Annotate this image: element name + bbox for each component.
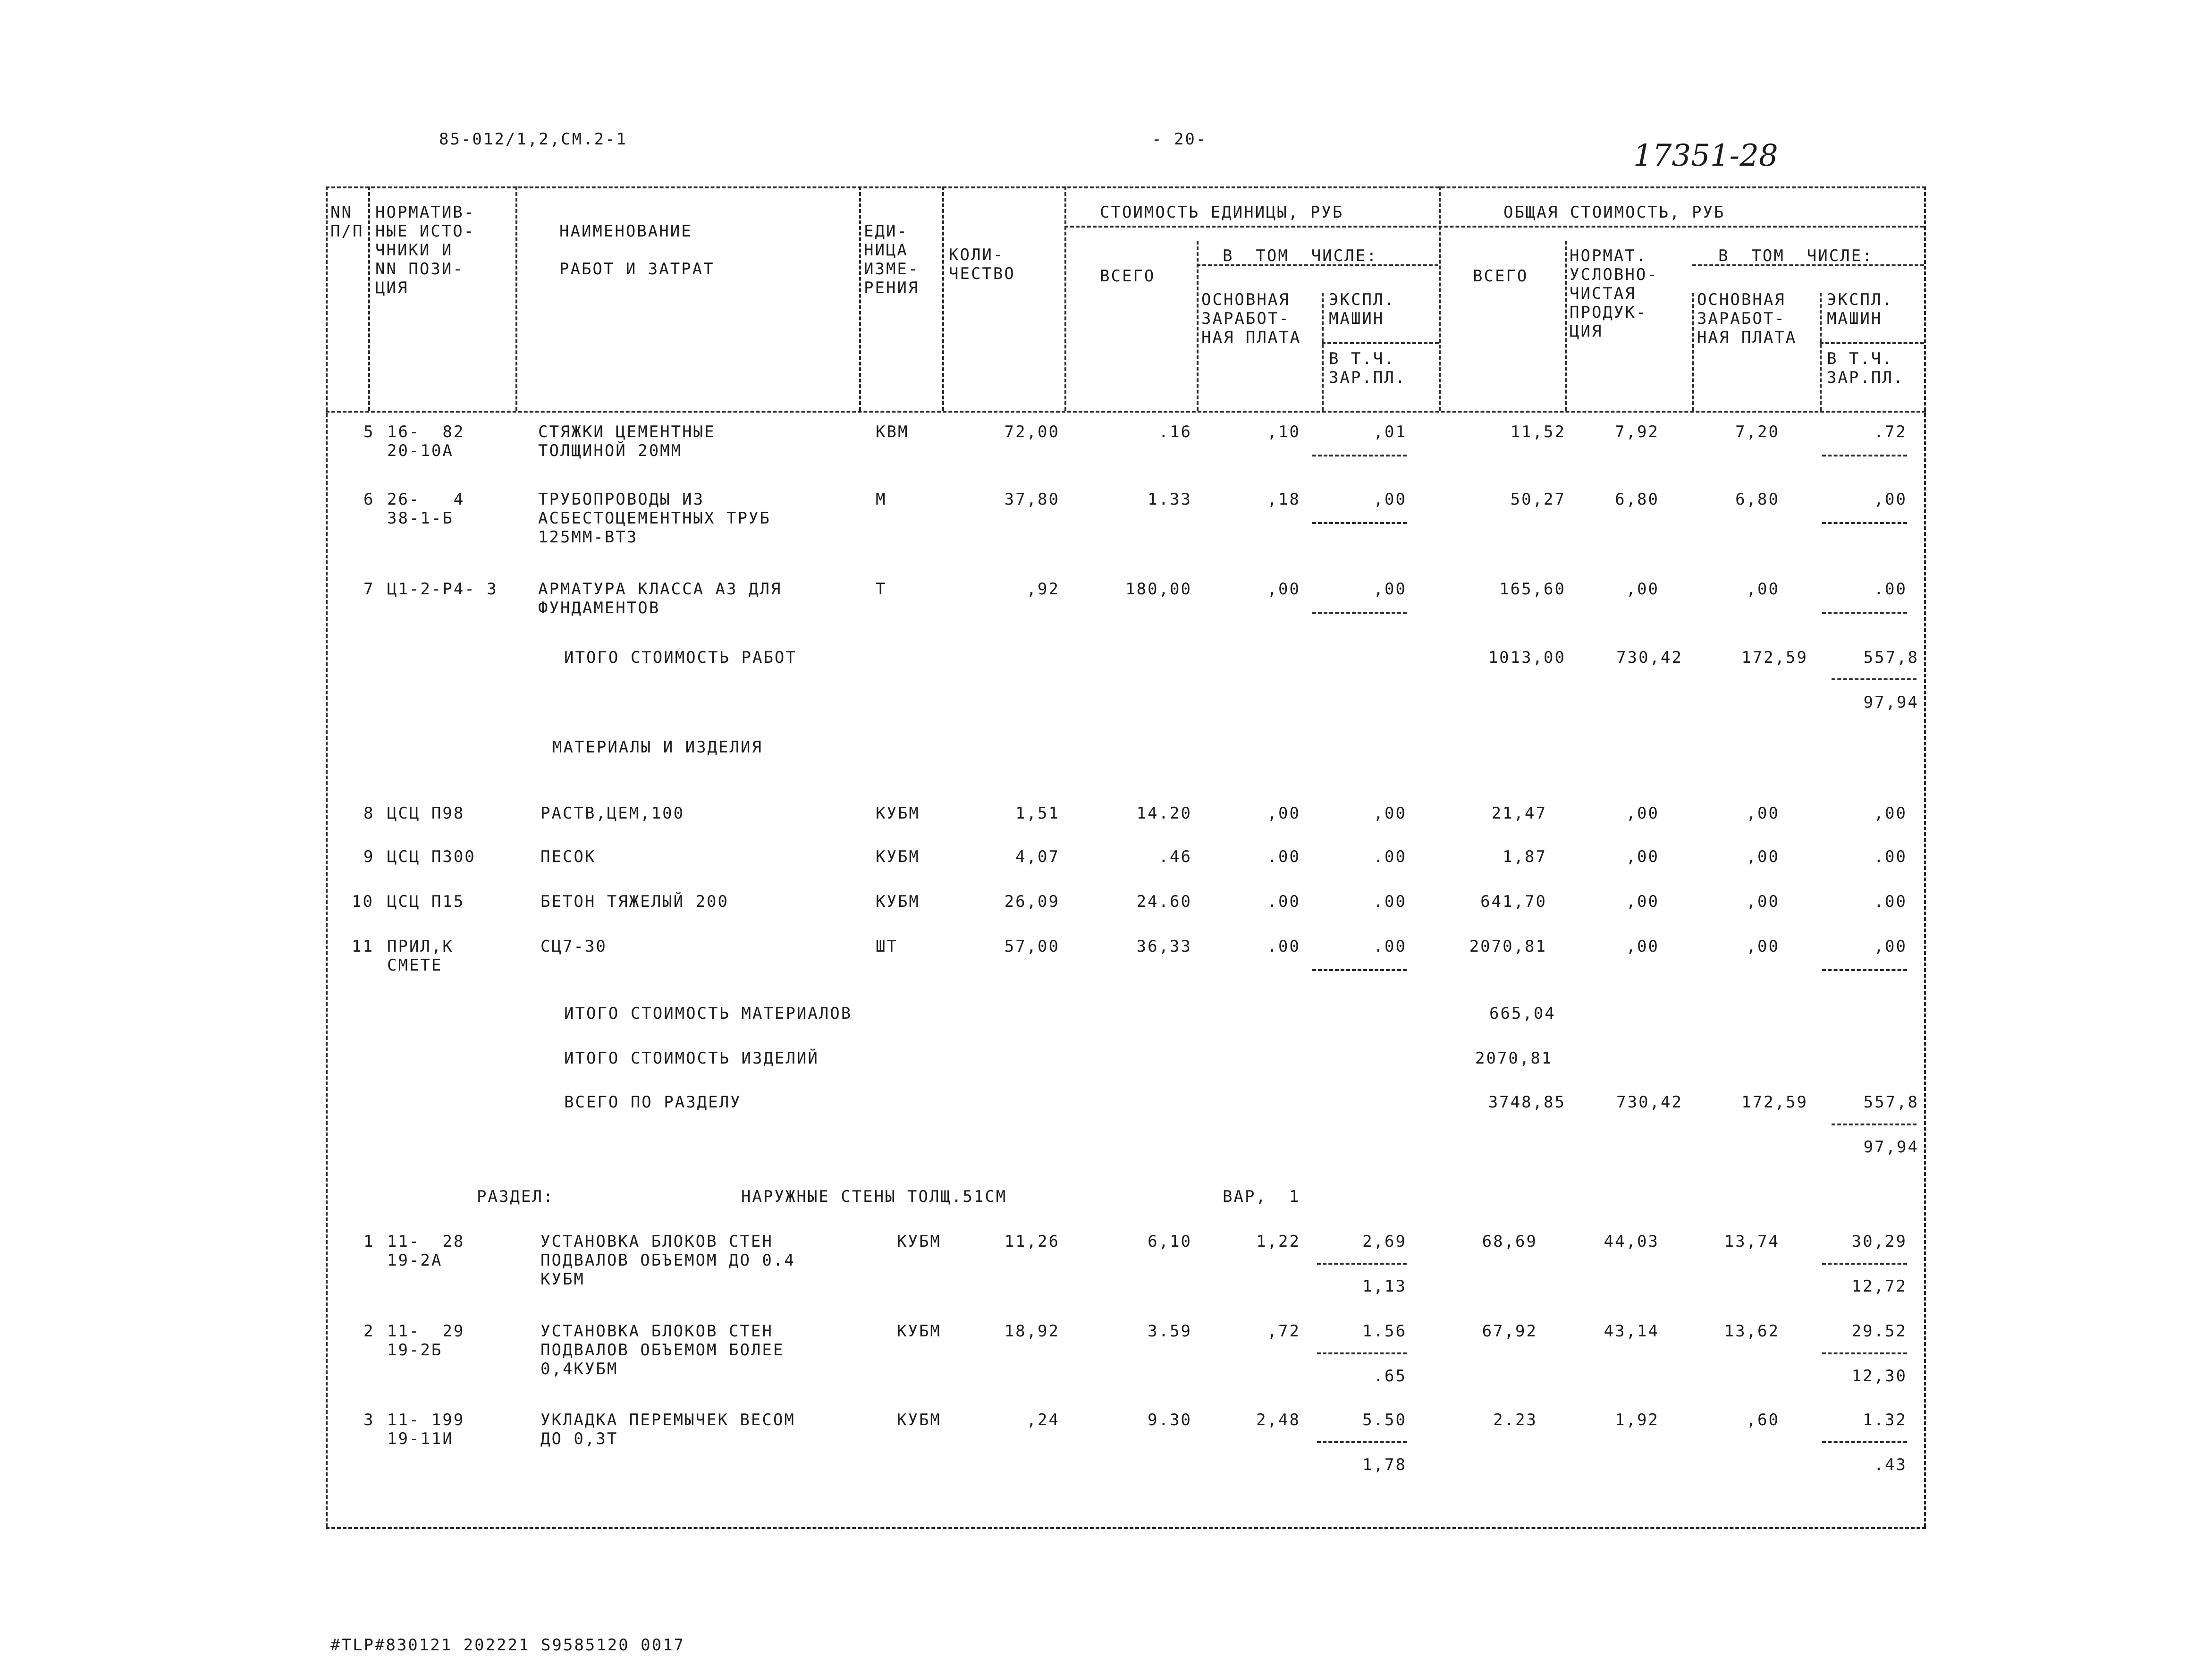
row-unit-mach: .00 (1373, 937, 1407, 956)
row-name: АРМАТУРА КЛАССА А3 ДЛЯ ФУНДАМЕНТОВ (538, 580, 782, 617)
subtotal-dash (1317, 1263, 1407, 1265)
handwritten-number: 17351-28 (1633, 138, 1778, 173)
row-code: Ц1-2-Р4- 3 (387, 580, 498, 599)
works-total-mach-sub: 97,94 (1863, 693, 1919, 712)
row-number: 5 (363, 422, 375, 441)
products-total-label: ИТОГО СТОИМОСТЬ ИЗДЕЛИЙ (564, 1049, 819, 1068)
row-unit: Т (876, 580, 887, 599)
row-unit: КУБМ (897, 1411, 941, 1429)
col-sep (1197, 241, 1199, 411)
col-sep (368, 186, 370, 411)
section-total-label: ВСЕГО ПО РАЗДЕЛУ (564, 1093, 742, 1112)
row-unit-total: 3.59 (1148, 1322, 1192, 1341)
row-mach-sub: 12,72 (1851, 1277, 1907, 1296)
col-sep (1565, 241, 1567, 411)
row-mach: ,00 (1874, 490, 1907, 509)
row-total: 11,52 (1510, 422, 1566, 441)
row-mach: ,00 (1874, 937, 1907, 956)
col-sep (859, 186, 861, 411)
header-norm-source: НОРМАТИВ- НЫЕ ИСТО- ЧНИКИ И NN ПОЗИ- ЦИЯ (375, 203, 475, 297)
col-sep (1820, 293, 1822, 411)
row-unit: ШТ (876, 937, 898, 956)
row-unit-mach: .00 (1373, 847, 1407, 866)
footer-code: #TLP#830121 202221 S9585120 0017 (330, 1636, 685, 1655)
row-norm: 1,92 (1615, 1411, 1659, 1429)
document-code: 85-012/1,2,СМ.2-1 (439, 130, 627, 149)
row-unit-total: 36,33 (1136, 937, 1192, 956)
row-wage: ,60 (1746, 1411, 1780, 1429)
header-name: НАИМЕНОВАНИЕ РАБОТ И ЗАТРАТ (559, 222, 715, 279)
header-norm-clean: НОРМАТ. УСЛОВНО- ЧИСТАЯ ПРОДУК- ЦИЯ (1570, 246, 1658, 341)
table-left-border (326, 186, 328, 1527)
row-norm: ,00 (1626, 804, 1659, 823)
row-unit: КУБМ (876, 892, 920, 911)
row-total: 2070,81 (1469, 937, 1547, 956)
header-unit-total: ВСЕГО (1100, 267, 1156, 286)
section-total-value: 3748,85 (1488, 1093, 1566, 1112)
row-total: 641,70 (1480, 892, 1547, 911)
row-number: 9 (363, 847, 375, 866)
row-name: УСТАНОВКА БЛОКОВ СТЕН ПОДВАЛОВ ОБЪЕМОМ БОЛЕЕ 0,4КУБМ (540, 1322, 785, 1378)
row-unit-total: 9.30 (1148, 1411, 1192, 1429)
subtotal-dash (1822, 612, 1907, 614)
row-mach: .00 (1874, 847, 1907, 866)
row-name: БЕТОН ТЯЖЕЛЫЙ 200 (540, 892, 729, 911)
row-code: 26- 4 38-1-Б (387, 490, 465, 528)
row-code: 11- 28 19-2А (387, 1232, 465, 1270)
works-total-label: ИТОГО СТОИМОСТЬ РАБОТ (564, 648, 797, 667)
row-wage: 6,80 (1735, 490, 1780, 509)
section-total-mach-sub: 97,94 (1863, 1138, 1919, 1157)
row-norm: 43,14 (1604, 1322, 1659, 1341)
row-unit-wage: .00 (1267, 847, 1300, 866)
row-unit-total: .16 (1158, 422, 1192, 441)
row-unit-mach: ,00 (1373, 490, 1407, 509)
row-unit: КУБМ (876, 847, 920, 866)
row-code: ЦСЦ П98 (387, 804, 465, 823)
row-mach: 30,29 (1851, 1232, 1907, 1251)
row-name: РАСТВ,ЦЕМ,100 (540, 804, 685, 823)
header-total-incl: В ТОМ ЧИСЛЕ: (1718, 246, 1874, 265)
row-qty: 72,00 (1004, 422, 1060, 441)
row-unit-wage: .00 (1267, 937, 1300, 956)
row-number: 1 (363, 1232, 375, 1251)
row-unit: КУБМ (876, 804, 920, 823)
row-unit-mach-sub: 1,78 (1362, 1455, 1407, 1474)
row-total: 165,60 (1499, 580, 1566, 599)
row-code: ПРИЛ,К СМЕТЕ (387, 937, 454, 975)
row-unit: КУБМ (897, 1232, 941, 1251)
header-nn: NN П/П (330, 203, 364, 241)
row-qty: ,24 (1026, 1411, 1060, 1429)
header-unit-incl: В ТОМ ЧИСЛЕ: (1223, 246, 1378, 265)
row-number: 11 (352, 937, 374, 956)
works-total-norm: 730,42 (1616, 648, 1683, 667)
materials-total-value: 665,04 (1489, 1004, 1556, 1023)
row-mach: 1.32 (1863, 1411, 1907, 1429)
row-unit-wage: ,00 (1267, 804, 1300, 823)
row-unit-mach: ,00 (1373, 804, 1407, 823)
header-unit: ЕДИ- НИЦА ИЗМЕ- РЕНИЯ (864, 222, 920, 297)
subtotal-dash (1822, 969, 1907, 971)
row-total: 68,69 (1482, 1232, 1537, 1251)
row-total: 2.23 (1493, 1411, 1537, 1429)
header-sep (1820, 342, 1924, 344)
page-number: - 20- (1152, 130, 1207, 149)
row-wage: ,00 (1746, 892, 1780, 911)
row-qty: 18,92 (1004, 1322, 1060, 1341)
subtotal-dash (1312, 969, 1407, 971)
subtotal-dash (1832, 1124, 1917, 1125)
subtotal-dash (1312, 522, 1407, 524)
row-wage: ,00 (1746, 580, 1780, 599)
row-unit-total: 180,00 (1125, 580, 1192, 599)
row-unit-total: 14.20 (1136, 804, 1192, 823)
row-total: 50,27 (1510, 490, 1566, 509)
row-wage: ,00 (1746, 937, 1780, 956)
header-total-wage: ОСНОВНАЯ ЗАРАБОТ- НАЯ ПЛАТА (1697, 290, 1797, 347)
row-name: ТРУБОПРОВОДЫ ИЗ АСБЕСТОЦЕМЕНТНЫХ ТРУБ 125ММ-ВТ3 (538, 490, 771, 547)
row-code: 16- 82 20-10А (387, 422, 465, 460)
row-norm: ,00 (1626, 937, 1659, 956)
section-name: НАРУЖНЫЕ СТЕНЫ ТОЛЩ.51СМ (741, 1187, 1007, 1206)
row-unit: КВМ (876, 422, 909, 441)
row-unit-wage: ,18 (1267, 490, 1300, 509)
header-unit-wage: ОСНОВНАЯ ЗАРАБОТ- НАЯ ПЛАТА (1201, 290, 1301, 347)
subtotal-dash (1832, 678, 1917, 680)
row-mach: ,00 (1874, 804, 1907, 823)
row-unit-total: 6,10 (1148, 1232, 1192, 1251)
row-mach: .72 (1874, 422, 1907, 441)
header-sep (1064, 226, 1924, 228)
section-total-mach: 557,8 (1863, 1093, 1919, 1112)
row-wage: 13,62 (1724, 1322, 1780, 1341)
row-number: 6 (363, 490, 375, 509)
works-total-mach: 557,8 (1863, 648, 1919, 667)
section-total-wage: 172,59 (1741, 1093, 1808, 1112)
table-right-border (1924, 186, 1926, 1527)
row-qty: ,92 (1026, 580, 1060, 599)
row-number: 8 (363, 804, 375, 823)
col-sep (515, 186, 517, 411)
row-qty: 4,07 (1015, 847, 1060, 866)
col-sep (1322, 293, 1324, 411)
row-norm: 7,92 (1615, 422, 1659, 441)
row-code: ЦСЦ П300 (387, 847, 476, 866)
row-unit: М (876, 490, 887, 509)
header-total-total: ВСЕГО (1473, 267, 1528, 286)
row-qty: 11,26 (1004, 1232, 1060, 1251)
row-unit-wage: 2,48 (1256, 1411, 1300, 1429)
row-unit-mach: 5.50 (1362, 1411, 1407, 1429)
row-unit-wage: .00 (1267, 892, 1300, 911)
row-unit-mach-sub: 1,13 (1362, 1277, 1407, 1296)
row-wage: 7,20 (1735, 422, 1780, 441)
row-total: 67,92 (1482, 1322, 1537, 1341)
row-norm: 6,80 (1615, 490, 1659, 509)
row-name: СТЯЖКИ ЦЕМЕНТНЫЕ ТОЛЩИНОЙ 20ММ (538, 422, 716, 460)
subtotal-dash (1822, 1352, 1907, 1354)
row-name: СЦ7-30 (540, 937, 607, 956)
subtotal-dash (1822, 1441, 1907, 1443)
row-qty: 37,80 (1004, 490, 1060, 509)
row-wage: ,00 (1746, 847, 1780, 866)
row-number: 7 (363, 580, 375, 599)
row-unit-mach: 1.56 (1362, 1322, 1407, 1341)
subtotal-dash (1822, 1263, 1907, 1265)
header-bottom-border (326, 411, 1926, 413)
subtotal-dash (1312, 455, 1407, 456)
col-sep (1064, 186, 1066, 411)
col-sep (1692, 293, 1694, 411)
header-total-incl-wage: В Т.Ч. ЗАР.ПЛ. (1827, 349, 1905, 387)
materials-total-label: ИТОГО СТОИМОСТЬ МАТЕРИАЛОВ (564, 1004, 853, 1023)
row-code: 11- 29 19-2Б (387, 1322, 465, 1360)
materials-title: МАТЕРИАЛЫ И ИЗДЕЛИЯ (552, 738, 763, 757)
row-unit-wage: ,10 (1267, 422, 1300, 441)
row-qty: 57,00 (1004, 937, 1060, 956)
row-mach-sub: 12,30 (1851, 1367, 1907, 1386)
header-unit-cost: СТОИМОСТЬ ЕДИНИЦЫ, РУБ (1100, 203, 1344, 222)
row-mach: 29.52 (1851, 1322, 1907, 1341)
subtotal-dash (1317, 1352, 1407, 1354)
col-sep (942, 186, 944, 411)
row-unit: КУБМ (897, 1322, 941, 1341)
subtotal-dash (1822, 455, 1907, 456)
table-bottom-border (326, 1527, 1926, 1529)
row-unit-mach-sub: .65 (1373, 1367, 1407, 1386)
row-number: 10 (352, 892, 374, 911)
row-unit-mach: .00 (1373, 892, 1407, 911)
section-label: РАЗДЕЛ: (477, 1187, 555, 1206)
header-unit-mach: ЭКСПЛ. МАШИН (1329, 290, 1395, 328)
row-code: ЦСЦ П15 (387, 892, 465, 911)
subtotal-dash (1312, 612, 1407, 614)
row-unit-wage: 1,22 (1256, 1232, 1300, 1251)
header-total-cost: ОБЩАЯ СТОИМОСТЬ, РУБ (1503, 203, 1725, 222)
row-norm: ,00 (1626, 892, 1659, 911)
row-unit-total: .46 (1158, 847, 1192, 866)
row-unit-mach: ,00 (1373, 580, 1407, 599)
works-total-wage: 172,59 (1741, 648, 1808, 667)
subtotal-dash (1822, 522, 1907, 524)
row-name: ПЕСОК (540, 847, 596, 866)
header-unit-incl-wage: В Т.Ч. ЗАР.ПЛ. (1329, 349, 1407, 387)
row-qty: 26,09 (1004, 892, 1060, 911)
table-top-border (326, 186, 1926, 188)
row-number: 2 (363, 1322, 375, 1341)
row-unit-wage: ,00 (1267, 580, 1300, 599)
row-mach: .00 (1874, 580, 1907, 599)
row-unit-mach: 2,69 (1362, 1232, 1407, 1251)
col-sep (1439, 186, 1441, 411)
header-qty: КОЛИ- ЧЕСТВО (949, 245, 1015, 283)
row-unit-total: 24.60 (1136, 892, 1192, 911)
row-mach-sub: .43 (1874, 1455, 1907, 1474)
subtotal-dash (1317, 1441, 1407, 1443)
products-total-value: 2070,81 (1475, 1049, 1553, 1068)
section-total-norm: 730,42 (1616, 1093, 1683, 1112)
row-qty: 1,51 (1015, 804, 1060, 823)
row-unit-mach: ,01 (1373, 422, 1407, 441)
row-unit-wage: ,72 (1267, 1322, 1300, 1341)
row-total: 1,87 (1503, 847, 1547, 866)
row-total: 21,47 (1491, 804, 1547, 823)
row-name: УСТАНОВКА БЛОКОВ СТЕН ПОДВАЛОВ ОБЪЕМОМ ДО 0.4 КУБМ (540, 1232, 795, 1289)
row-norm: 44,03 (1604, 1232, 1659, 1251)
works-total-value: 1013,00 (1488, 648, 1566, 667)
row-code: 11- 199 19-11И (387, 1411, 465, 1448)
row-wage: ,00 (1746, 804, 1780, 823)
row-name: УКЛАДКА ПЕРЕМЫЧЕК ВЕСОМ ДО 0,3Т (540, 1411, 795, 1448)
header-total-mach: ЭКСПЛ. МАШИН (1827, 290, 1893, 328)
header-sep (1322, 342, 1439, 344)
row-wage: 13,74 (1724, 1232, 1780, 1251)
row-norm: ,00 (1626, 847, 1659, 866)
row-number: 3 (363, 1411, 375, 1429)
row-mach: .00 (1874, 892, 1907, 911)
row-unit-total: 1.33 (1148, 490, 1192, 509)
section-variant: ВАР, 1 (1223, 1187, 1300, 1206)
row-norm: ,00 (1626, 580, 1659, 599)
